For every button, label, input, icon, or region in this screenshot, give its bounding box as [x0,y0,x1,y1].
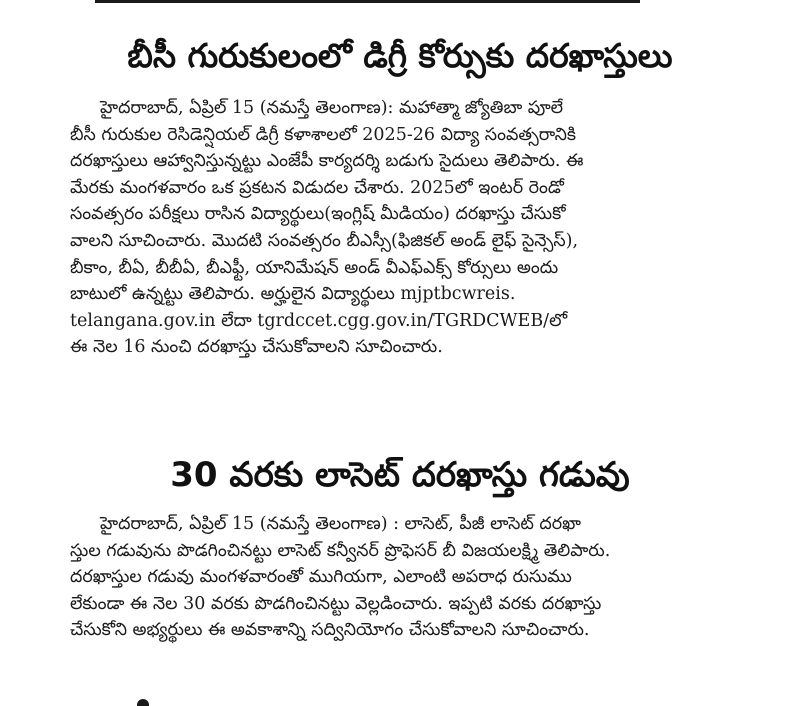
article-2-line: చేసుకోని అభ్యర్థులు ఈ అవకాశాన్ని సద్వినియోగం చేసుకోవాలని సూచించారు. [70,620,590,641]
article-2-line: దరఖాస్తుల గడువు మంగళవారంతో ముగియగా, ఎలాంటి అపరాధ రుసుము [70,567,572,588]
article-1-line: వాలని సూచించారు. మొదటి సంవత్సరం బీఎస్సీ(ఫిజికల్ అండ్ లైఫ్ సైన్సెస్), [70,230,579,251]
article-2-body [70,511,752,644]
article-1-line: బీసీ గురుకుల రెసిడెన్షియల్ డిగ్రీ కళాశాలలో 2025-26 విద్యా సంవత్సరానికి [70,124,577,145]
article-2-headline: 30 వరకు లాసెట్ దరఖాస్తు గడువు [170,455,630,495]
article-1-line: హైదరాబాద్, ఏప్రిల్ 15 (నమస్తే తెలంగాణ): మహాత్మా జ్యోతిబా పూలే [100,98,564,118]
article-2-line: లేకుండా ఈ నెల 30 వరకు పొడగించినట్టు వెల్లడించారు. ఇప్పటి వరకు దరఖాస్తు [70,593,602,614]
article-1-line: బాటులో ఉన్నట్టు తెలిపారు. అర్హులైన విద్యార్థులు mjptbcwreis. [70,284,516,305]
article-2-line: స్తుల గడువును పొడగించినట్టు లాసెట్ కన్వీనర్ ప్రొఫెసర్ బీ విజయలక్ష్మి తెలిపారు. [70,540,611,561]
article-1-line: దరఖాస్తులు ఆహ్వానిస్తున్నట్టు ఎంజేపీ కార్యదర్శి బడుగు సైదులు తెలిపారు. ఈ [70,151,584,172]
article-2-line: హైదరాబాద్, ఏప్రిల్ 15 (నమస్తే తెలంగాణ) : లాసెట్, పీజీ లాసెట్ దరఖా [100,514,582,534]
article-1-headline: బీసీ గురుకులంలో డిగ్రీ కోర్సుకు దరఖాస్తులు [127,36,673,75]
top-rule [95,0,640,3]
next-article-fragment [137,699,149,706]
article-1-line: మేరకు మంగళవారం ఒక ప్రకటన విడుదల చేశారు. 2025లో ఇంటర్ రెండో [70,177,564,198]
article-1-line: telangana.gov.in లేదా tgrdccet.cgg.gov.in/TGRDCWEB/లో [70,310,568,331]
article-1-line: ఈ నెల 16 నుంచి దరఖాస్తు చేసుకోవాలని సూచించారు. [70,337,443,358]
article-1-line: బీకాం, బీఏ, బీబీఏ, బీఎఫ్టీ, యానిమేషన్ అండ్ వీఎఫ్ఎక్స్ కోర్సులు అందు [70,257,559,278]
article-1-line: సంవత్సరం పరీక్షలు రాసిన విద్యార్థులు(ఇంగ్లిష్ మీడియం) దరఖాస్తు చేసుకో [70,204,566,225]
article-1-body [70,95,752,361]
